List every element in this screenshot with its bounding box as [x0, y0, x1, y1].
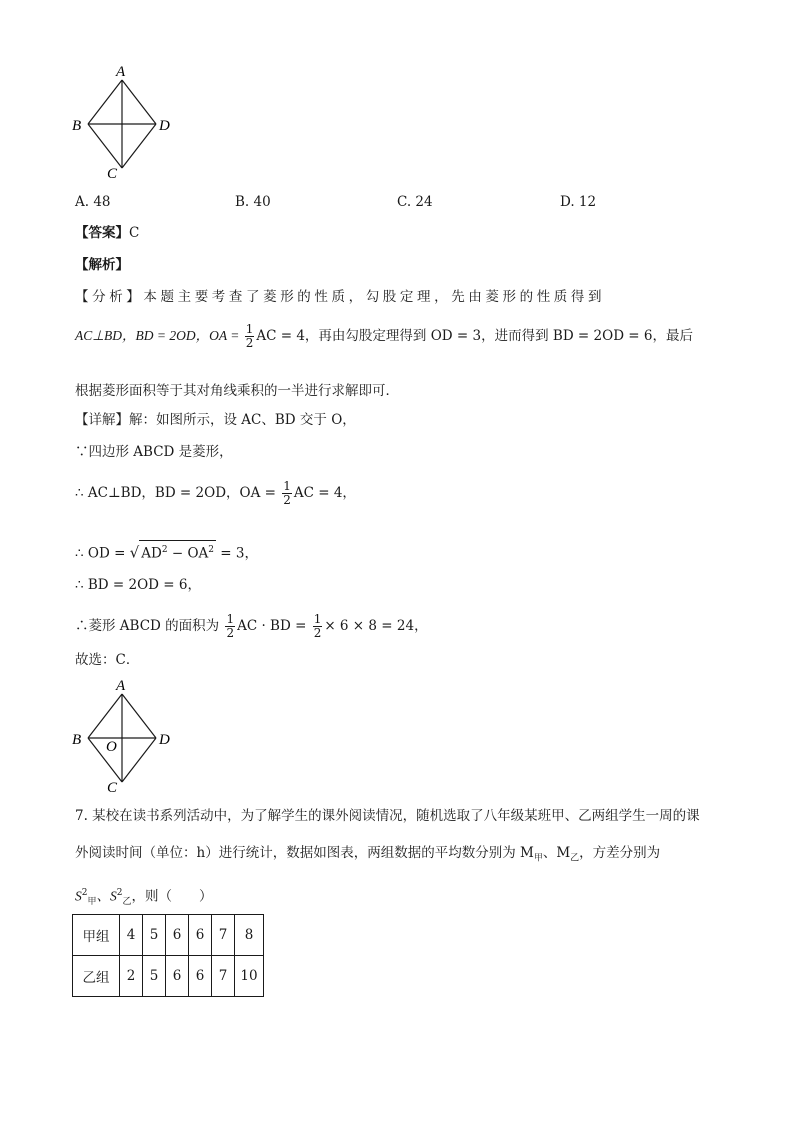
table-cell: 4 [120, 915, 143, 956]
answer-tag: 【答案】 [75, 225, 129, 241]
option-b: B. 40 [235, 194, 271, 210]
fraction-half: $\frac{1}{2}$ [245, 322, 254, 350]
detail-line-6 [75, 613, 428, 640]
q7-line-2 [75, 844, 660, 868]
label-d: D [159, 118, 170, 134]
option-a: A. 48 [75, 194, 111, 210]
q7-line-2-mid: 、M [542, 845, 571, 861]
label-b: B [72, 732, 82, 748]
edge-ab [88, 694, 122, 738]
sub-jia: 甲 [533, 853, 543, 864]
detail-line-6-b: AC · BD = [237, 618, 311, 634]
variance-s: S [75, 888, 82, 904]
label-a: A [116, 64, 126, 80]
table-cell: 6 [166, 956, 189, 997]
q7-line-2-end: ，方差分别为 [579, 845, 661, 861]
label-c: C [107, 780, 118, 796]
edge-dc [122, 738, 156, 782]
sub-yi: 乙 [570, 853, 580, 864]
edge-dc [122, 124, 156, 168]
row-label: 乙组 [73, 956, 120, 997]
table-cell: 7 [212, 956, 235, 997]
fraction-half: $\frac{1}{2}$ [283, 479, 291, 507]
sub-yi: 乙 [122, 897, 132, 908]
analysis-line-3: 根据菱形面积等于其对角线乘积的一半进行求解即可． [75, 383, 399, 399]
reading-time-table [72, 914, 264, 997]
analysis-line-2-b: AC = 4，再由勾股定理得到 OD = 3，进而得到 BD = 2OD = 6，最后 [256, 328, 693, 344]
table-cell: 6 [166, 915, 189, 956]
edge-ad [122, 694, 156, 738]
rhombus-figure-1 [60, 60, 190, 185]
analysis-line-2-a: AC⊥BD，BD = 2OD，OA = [75, 328, 243, 343]
detail-line-3-b: AC = 4， [293, 485, 356, 501]
label-d: D [159, 732, 170, 748]
detail-line-3 [75, 480, 356, 507]
analysis-line-1: 【分析】本题主要考查了菱形的性质，勾股定理，先由菱形的性质得到 [75, 289, 606, 305]
sup-2: 2 [81, 888, 88, 898]
fraction-half: $\frac{1}{2}$ [313, 612, 322, 640]
detail-line-4 [75, 540, 258, 563]
label-a: A [116, 678, 126, 694]
q7-line-2-text: 外阅读时间（单位：h）进行统计，数据如图表，两组数据的平均数分别为 M [75, 845, 534, 861]
answer-value: C [129, 225, 140, 241]
table-cell: 10 [235, 956, 264, 997]
edge-bc [88, 738, 122, 782]
detail-line-1: 【详解】解：如图所示，设 AC、BD 交于 O， [75, 412, 356, 428]
detail-line-6-c: × 6 × 8 = 24， [324, 618, 428, 634]
table-cell: 8 [235, 915, 264, 956]
sqrt-sign-icon: √ [129, 543, 140, 562]
option-c: C. 24 [397, 194, 433, 210]
q7-line-3 [75, 884, 213, 911]
q7-line-3-end: ，则（ ） [131, 888, 213, 905]
sup-2: 2 [116, 888, 123, 898]
detail-line-3-a: ∴ AC⊥BD，BD = 2OD，OA = [75, 485, 281, 501]
detail-line-4-a: ∴ OD = [75, 545, 130, 562]
table-cell: 6 [189, 956, 212, 997]
sqrt-body: $AD^2 - OA^2$ [139, 540, 216, 563]
analysis-line-2 [75, 323, 693, 350]
detail-line-5: ∴ BD = 2OD = 6， [75, 577, 201, 593]
edge-bc [88, 124, 122, 168]
analysis-tag: 【解析】 [75, 257, 129, 273]
detail-line-2: ∵四边形 ABCD 是菱形， [75, 444, 233, 460]
detail-line-6-a: ∴菱形 ABCD 的面积为 [75, 618, 224, 634]
answer-line [75, 224, 139, 242]
table-cell: 7 [212, 915, 235, 956]
edge-ab [88, 80, 122, 124]
edge-ad [122, 80, 156, 124]
sub-jia: 甲 [87, 897, 97, 908]
label-o: O [106, 739, 117, 755]
table-row [73, 915, 264, 956]
detail-line-4-b: = 3， [216, 545, 258, 562]
row-label: 甲组 [73, 915, 120, 956]
table-cell: 2 [120, 956, 143, 997]
table-cell: 5 [143, 956, 166, 997]
table-cell: 5 [143, 915, 166, 956]
variance-s2: 、S [96, 888, 117, 904]
table-cell: 6 [189, 915, 212, 956]
rhombus-figure-2 [60, 674, 190, 799]
q7-line-1: 7. 某校在读书系列活动中，为了解学生的课外阅读情况，随机选取了八年级某班甲、乙两组学生一周的课 [75, 808, 700, 824]
label-c: C [107, 166, 118, 182]
detail-line-7: 故选：C． [75, 652, 140, 668]
fraction-half: $\frac{1}{2}$ [226, 612, 235, 640]
label-b: B [72, 118, 82, 134]
table-row [73, 956, 264, 997]
option-d: D. 12 [560, 194, 597, 210]
